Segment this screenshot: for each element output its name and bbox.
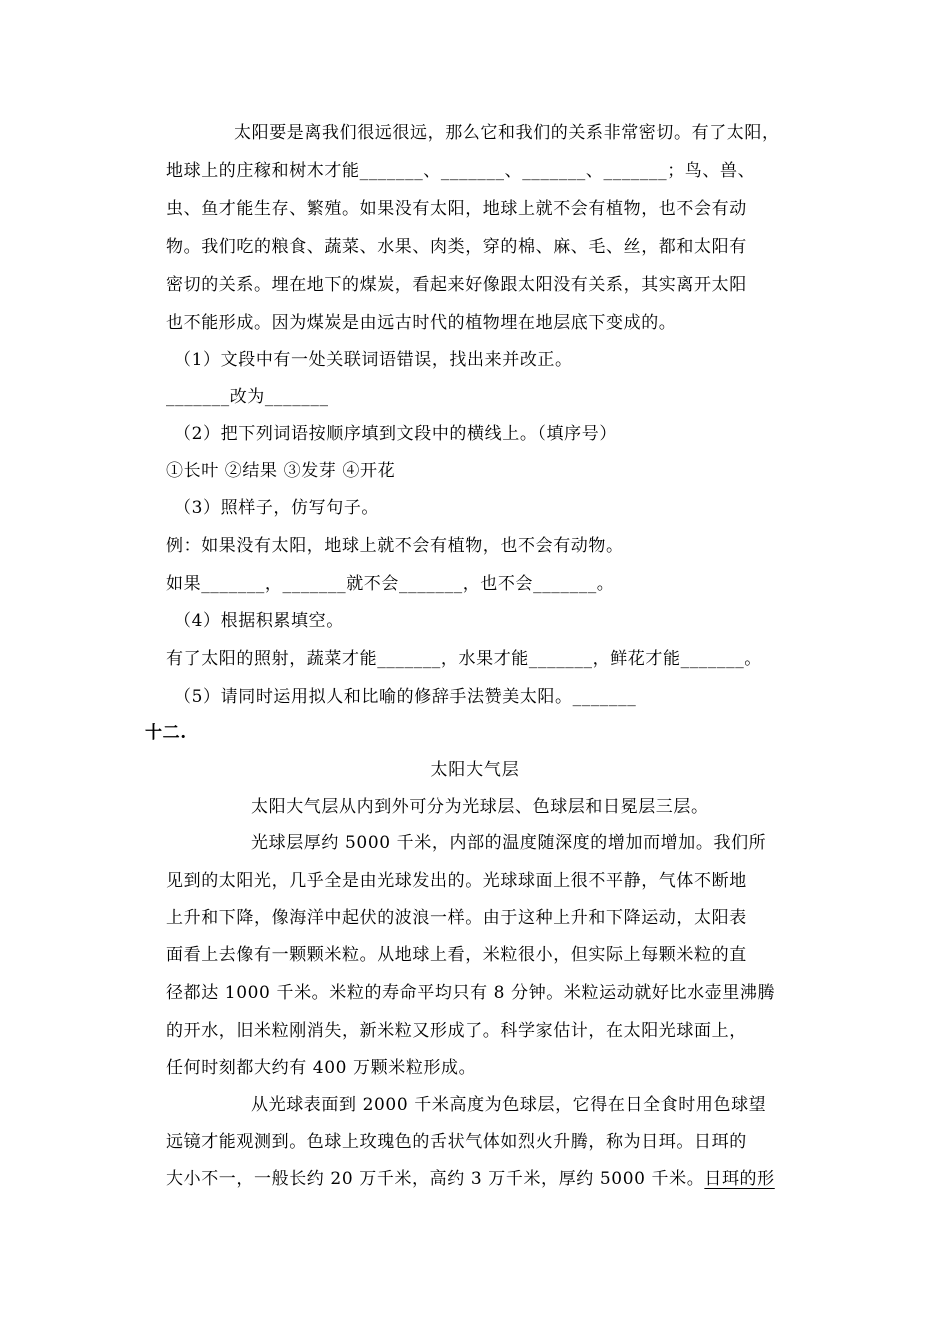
paragraph-line: 从光球表面到 2000 千米高度为色球层，它得在日全食时用色球望 bbox=[251, 1095, 767, 1115]
passage-line: 物。我们吃的粮食、蔬菜、水果、肉类，穿的棉、麻、毛、丝，都和太阳有 bbox=[166, 237, 747, 257]
question-1-answer: _______改为_______ bbox=[166, 387, 329, 407]
question-1: （1）文段中有一处关联词语错误，找出来并改正。 bbox=[174, 350, 573, 370]
paragraph-line: 光球层厚约 5000 千米，内部的温度随深度的增加而增加。我们所 bbox=[251, 833, 767, 853]
paragraph-line bbox=[166, 1165, 816, 1193]
question-2-options: ①长叶 ②结果 ③发芽 ④开花 bbox=[166, 461, 396, 481]
paragraph-line: 见到的太阳光，几乎全是由光球发出的。光球球面上很不平静，气体不断地 bbox=[166, 871, 747, 891]
paragraph-line: 任何时刻都大约有 400 万颗米粒形成。 bbox=[166, 1058, 477, 1078]
paragraph-text: 大小不一，一般长约 20 万千米，高约 3 万千米，厚约 5000 千米。 bbox=[166, 1169, 705, 1189]
passage-line: 也不能形成。因为煤炭是由远古时代的植物埋在地层底下变成的。 bbox=[166, 313, 677, 333]
question-3-answer: 如果_______，_______就不会_______，也不会_______。 bbox=[166, 574, 615, 594]
passage-line: 地球上的庄稼和树木才能_______、_______、_______、_______；鸟、兽、 bbox=[166, 161, 756, 181]
question-4: （4）根据积累填空。 bbox=[174, 611, 344, 631]
paragraph-line: 太阳大气层从内到外可分为光球层、色球层和日冕层三层。 bbox=[251, 797, 709, 817]
underlined-text: 日珥的形 bbox=[704, 1169, 775, 1189]
question-3-example: 例：如果没有太阳，地球上就不会有植物，也不会有动物。 bbox=[166, 536, 624, 556]
section-number: 十二. bbox=[145, 723, 187, 743]
paragraph-line: 远镜才能观测到。色球上玫瑰色的舌状气体如烈火升腾，称为日珥。日珥的 bbox=[166, 1132, 747, 1152]
question-5: （5）请同时运用拟人和比喻的修辞手法赞美太阳。_______ bbox=[174, 687, 637, 707]
section-title: 太阳大气层 bbox=[430, 760, 520, 780]
passage-line: 虫、鱼才能生存、繁殖。如果没有太阳，地球上就不会有植物，也不会有动 bbox=[166, 199, 747, 219]
paragraph-line: 面看上去像有一颗颗米粒。从地球上看，米粒很小，但实际上每颗米粒的直 bbox=[166, 945, 747, 965]
paragraph-line: 径都达 1000 千米。米粒的寿命平均只有 8 分钟。米粒运动就好比水壶里沸腾 bbox=[166, 983, 776, 1003]
question-4-answer: 有了太阳的照射，蔬菜才能_______，水果才能_______，鲜花才能_______。 bbox=[166, 649, 762, 669]
paragraph-line: 上升和下降，像海洋中起伏的波浪一样。由于这种上升和下降运动，太阳表 bbox=[166, 908, 747, 928]
passage-line: 密切的关系。埋在地下的煤炭，看起来好像跟太阳没有关系，其实离开太阳 bbox=[166, 275, 747, 295]
question-2: （2）把下列词语按顺序填到文段中的横线上。（填序号） bbox=[174, 424, 617, 444]
passage-line: 太阳要是离我们很远很远，那么它和我们的关系非常密切。有了太阳， bbox=[234, 123, 780, 143]
question-3: （3）照样子，仿写句子。 bbox=[174, 498, 380, 518]
paragraph-line: 的开水，旧米粒刚消失，新米粒又形成了。科学家估计，在太阳光球面上， bbox=[166, 1021, 747, 1041]
